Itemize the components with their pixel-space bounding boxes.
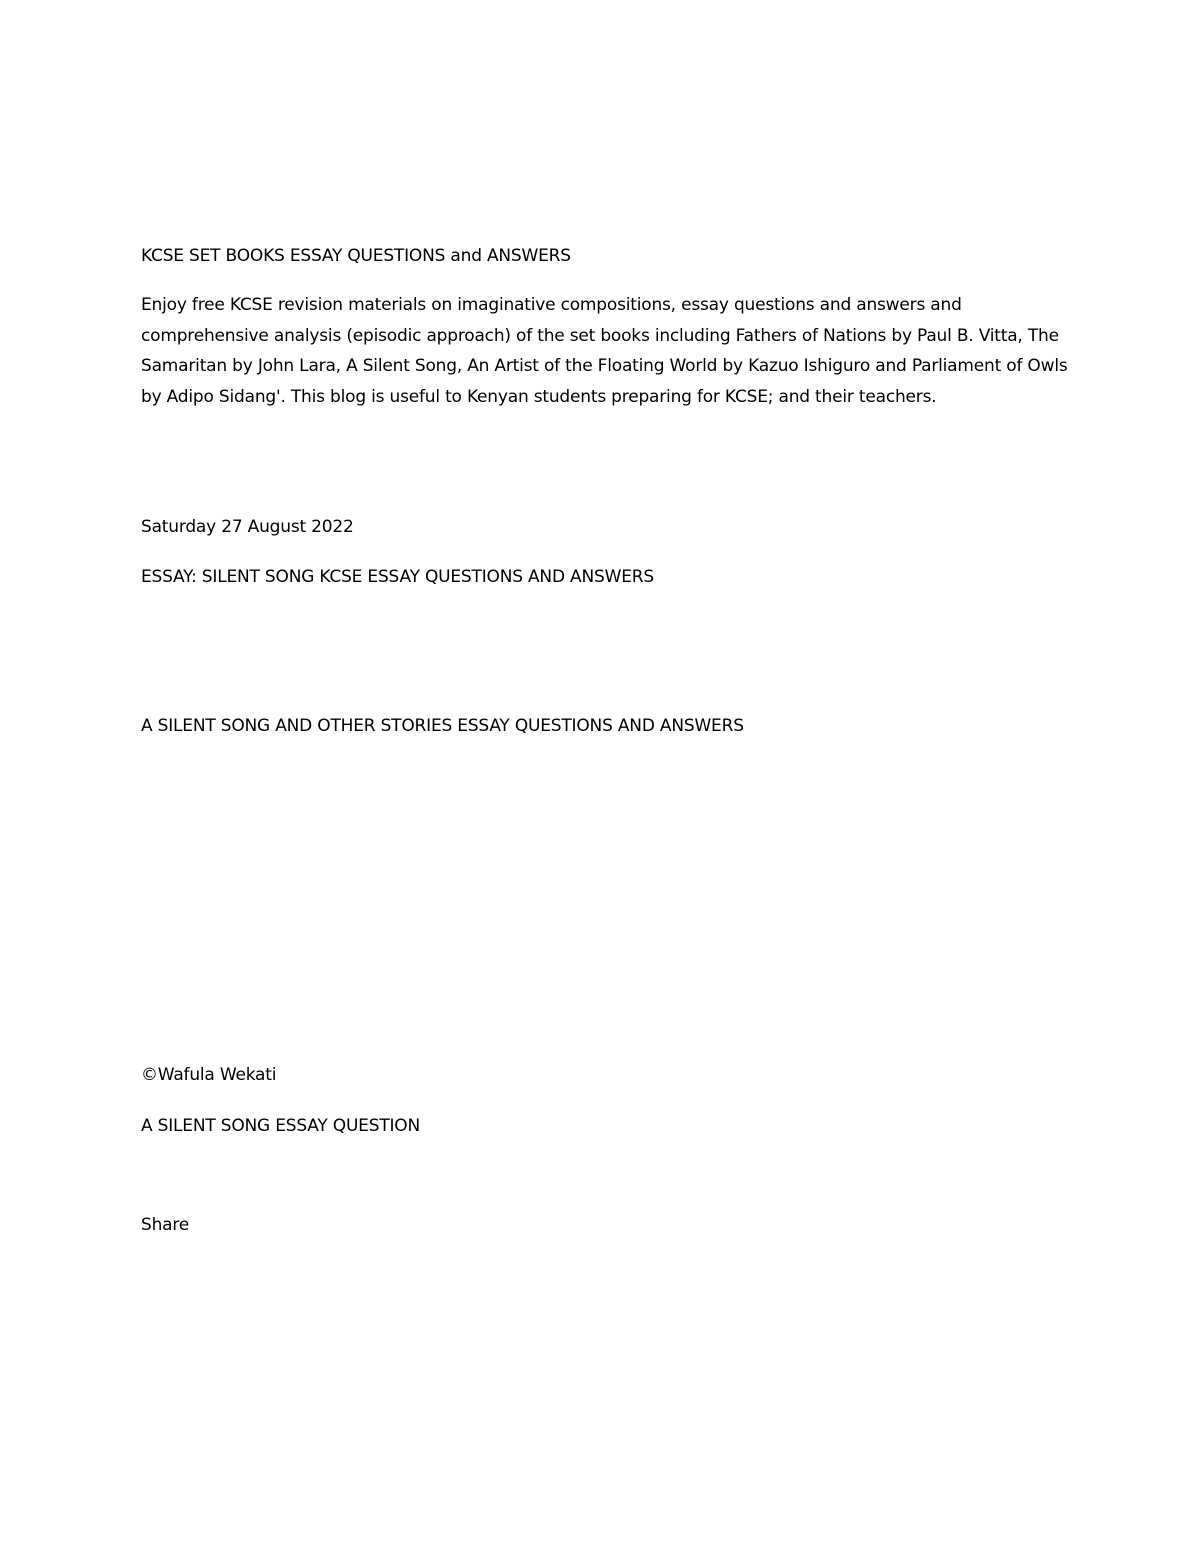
post-title: ESSAY: SILENT SONG KCSE ESSAY QUESTIONS AND ANSWERS [141,567,654,587]
copyright-notice: ©Wafula Wekati [141,1065,277,1085]
post-date: Saturday 27 August 2022 [141,517,354,537]
intro-paragraph: Enjoy free KCSE revision materials on imaginative compositions, essay questions and answers and comprehensive analysis (episodic approach) of the set books including Fathers of Nations by Paul B. Vitta, The Samaritan by John Lara, A Silent Song, An Artist of the Floating World by Kazuo Ishiguro and Parliament of Owls by Adipo Sidang'. This blog is useful to Kenyan students preparing for KCSE; and their teachers. [141,295,1068,407]
document-heading: KCSE SET BOOKS ESSAY QUESTIONS and ANSWERS [141,246,571,266]
section-title: A SILENT SONG AND OTHER STORIES ESSAY QUESTIONS AND ANSWERS [141,716,744,736]
share-link[interactable]: Share [141,1215,190,1235]
question-title: A SILENT SONG ESSAY QUESTION [141,1116,421,1136]
